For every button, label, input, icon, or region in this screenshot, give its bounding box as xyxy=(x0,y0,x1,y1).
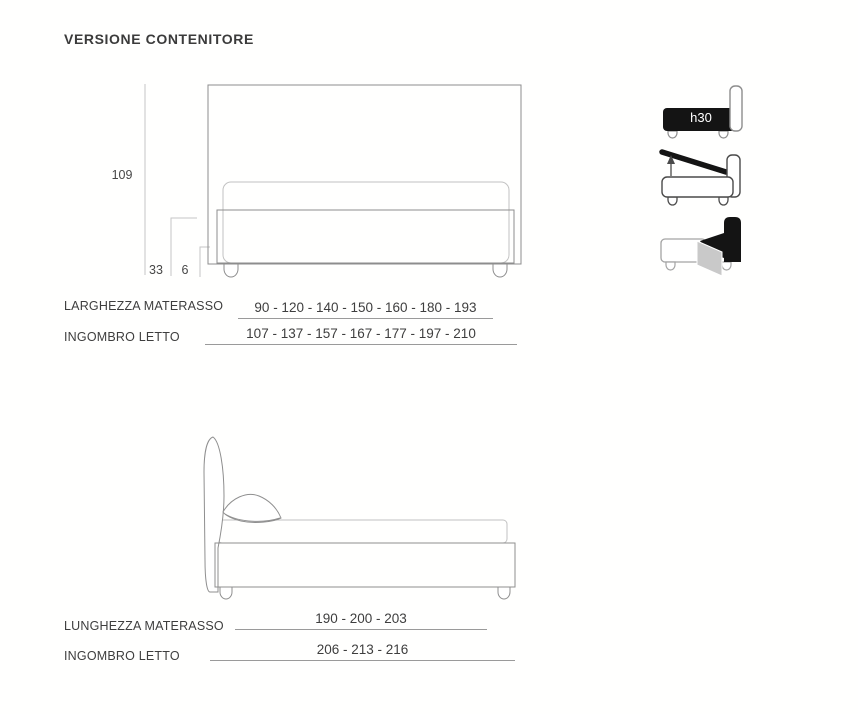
icon-foot xyxy=(722,262,731,270)
bed-side-view-diagram xyxy=(195,428,525,606)
icon-foot xyxy=(666,262,675,270)
icon-bed-body xyxy=(662,177,733,197)
spec-label-lunghezza-materasso: LUNGHEZZA MATERASSO xyxy=(64,619,224,633)
left-foot-side xyxy=(220,587,232,599)
spec-values-larghezza-materasso: 90 - 120 - 140 - 150 - 160 - 180 - 193 xyxy=(238,300,493,319)
dimension-label-total-height: 109 xyxy=(111,168,133,182)
bed-front-view-diagram xyxy=(100,78,530,283)
dimension-label-foot-height: 6 xyxy=(181,263,189,277)
icon-foot xyxy=(719,131,728,138)
left-foot-front xyxy=(224,264,238,277)
lift-up-mechanism-icon xyxy=(655,146,750,208)
black-headboard xyxy=(724,217,741,262)
headboard-front-outline xyxy=(208,85,521,264)
storage-compartment-icon xyxy=(655,213,750,277)
spec-label-ingombro-letto-length: INGOMBRO LETTO xyxy=(64,649,180,663)
right-foot-front xyxy=(493,264,507,277)
right-foot-side xyxy=(498,587,510,599)
icon-foot xyxy=(719,197,728,205)
page-title: VERSIONE CONTENITORE xyxy=(64,31,254,47)
mattress-front-outline xyxy=(223,182,509,263)
storage-base-side-outline xyxy=(215,543,515,587)
dimension-label-base-height: 33 xyxy=(149,263,163,277)
spec-values-lunghezza-materasso: 190 - 200 - 203 xyxy=(235,611,487,630)
icon-headboard xyxy=(730,86,742,131)
icon-foot xyxy=(668,197,677,205)
storage-height-badge: h30 xyxy=(690,110,712,125)
icon-foot xyxy=(668,131,677,138)
spec-values-ingombro-letto-length: 206 - 213 - 216 xyxy=(210,642,515,661)
spec-label-ingombro-letto-width: INGOMBRO LETTO xyxy=(64,330,180,344)
mattress-side-outline xyxy=(218,520,507,543)
spec-values-ingombro-letto-width: 107 - 137 - 157 - 167 - 177 - 197 - 210 xyxy=(205,326,517,345)
pillow-outline xyxy=(223,494,281,522)
headboard-side-outline xyxy=(204,437,224,592)
spec-label-larghezza-materasso: LARGHEZZA MATERASSO xyxy=(64,299,224,313)
storage-base-front-outline xyxy=(217,210,514,263)
